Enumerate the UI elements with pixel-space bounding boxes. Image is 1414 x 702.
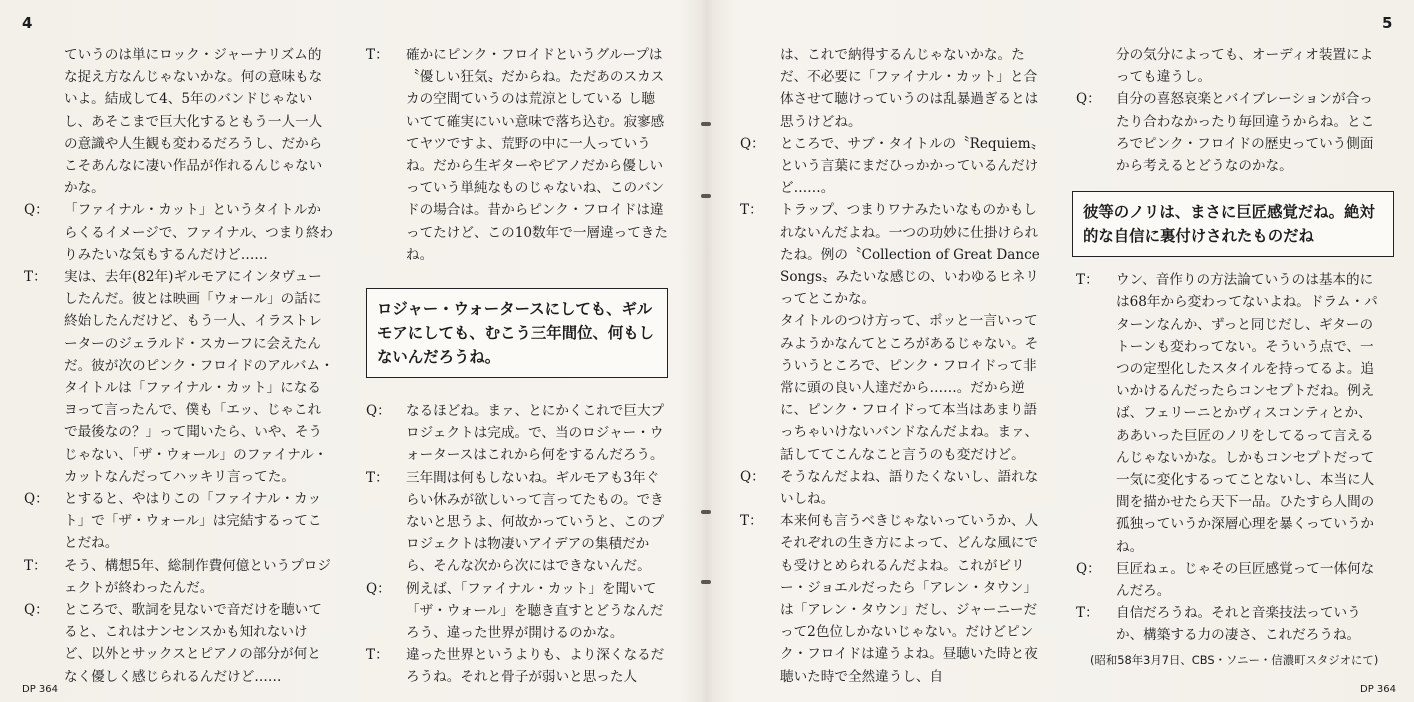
- dialogue-text: 例えば、「ファイナル・カット」を聞いて「ザ・ウォール」を聴き直すとどうなんだろう、違った世界が開けるのかな。: [406, 580, 664, 642]
- pull-quote-2: 彼等のノリは、まさに巨匠感覚だね。絶対的な自信に裏付けされたものだね: [1072, 191, 1394, 257]
- dialogue-paragraph: [366, 467, 668, 578]
- binding-hole: [701, 580, 711, 584]
- dialogue-text: トラップ、つまりワナみたいなものかもしれないんだよね。一つの功妙に仕掛けられたね。例の〝Collection of Great Dance Songs〟みたいな感じの、いわゆるヒネリってとこかな。: [780, 202, 1040, 308]
- dialogue-text: そうなんだよね、語りたくないし、語れないしね。: [780, 468, 1039, 508]
- dialogue-paragraph: [24, 488, 334, 555]
- catalog-code-left: DP 364: [22, 684, 58, 695]
- dialogue-text: は、これで納得するんじゃないかな。ただ、不必要に「ファイナル・カット」と合体させて聴けっていうのは乱暴過ぎるとは思うけどね。: [780, 47, 1039, 130]
- column-4-bottom: [1076, 269, 1382, 646]
- dialogue-paragraph: [1076, 88, 1382, 177]
- dialogue-text: 自分の喜怒哀楽とバイブレーションが合ったり合わなかったり毎回違うからね。ところでピンク・フロイドの歴史っていう側面から考えるとどうなのかな。: [1116, 91, 1375, 175]
- speaker-label: T：: [740, 513, 763, 530]
- dialogue-paragraph: [740, 133, 1046, 200]
- column-2: [366, 44, 668, 689]
- interview-credit: (昭和58年3月7日、CBS・ソニー・信濃町スタジオにて): [1090, 653, 1379, 667]
- speaker-label: T：: [366, 647, 389, 664]
- binding-hole: [701, 510, 711, 514]
- speaker-label: Q：: [24, 202, 49, 219]
- dialogue-paragraph: [24, 555, 334, 599]
- speaker-label: T：: [1076, 605, 1099, 622]
- column-2-bottom: [366, 400, 668, 689]
- dialogue-paragraph: [740, 199, 1046, 310]
- dialogue-text: とすると、やはりこの「ファイナル・カット」で「ザ・ウォール」は完結するってことだね。: [64, 491, 322, 552]
- dialogue-paragraph: [24, 599, 334, 688]
- speaker-label: Q：: [740, 468, 765, 485]
- binding-hole: [701, 194, 711, 198]
- dialogue-text: ところで、サブ・タイトルの〝Requiem〟という言葉にまだひっかかっているんだけど……。: [780, 135, 1045, 197]
- column-4: [1076, 44, 1382, 647]
- dialogue-text: 「ファイナル・カット」というタイトルからくるイメージで、ファイナル、つまり終わりみたいな気もするんだけど……: [64, 202, 334, 263]
- dialogue-paragraph: [24, 44, 334, 199]
- dialogue-text: 実は、去年(82年)ギルモアにインタヴューしたんだ。彼とは映画「ウォール」の話に終始したんだけど、もう一人、イラストレーターのジェラルド・スカーフに会えたんだ。彼が次のピンク・フロイドのアルバム・タイトルは「ファイナル・カット」になるヨって言ったんで、僕も「エッ、じゃこれで最後なの？」って聞いたら、いや、そうじゃない、「ザ・ウォール」のファイナル・カットなんだってハッキリ言ってた。: [64, 269, 334, 485]
- speaker-label: T：: [740, 202, 763, 219]
- dialogue-paragraph: [366, 644, 668, 688]
- dialogue-paragraph: [366, 578, 668, 645]
- speaker-label: T：: [366, 469, 389, 486]
- speaker-label: Q：: [1076, 91, 1101, 108]
- speaker-label: Q：: [24, 491, 49, 508]
- dialogue-paragraph: [1076, 602, 1382, 646]
- speaker-label: Q：: [1076, 560, 1101, 577]
- speaker-label: T：: [24, 557, 47, 574]
- dialogue-paragraph: [740, 44, 1046, 133]
- dialogue-paragraph: [740, 466, 1046, 510]
- dialogue-text: 本来何も言うべきじゃないっていうか、人それぞれの生き方によって、どんな風にでも受けとめられるんだよね。これがビリー・ジョエルだったら「アレン・タウン」は「アレン・タウン」だし、ジャーニーだって2色位しかないじゃない。だけどピンク・フロイドは違うよね。昼聴いた時と夜聴いた時で全然違うし、自: [780, 513, 1039, 685]
- dialogue-paragraph: [1076, 269, 1382, 558]
- page-number-left: 4: [22, 14, 33, 32]
- dialogue-text: 自信だろうね。それと音楽技法っていうか、構築する力の凄さ、これだろうね。: [1116, 605, 1361, 644]
- dialogue-text: タイトルのつけ方って、ポッと一言いってみようかなんてところがあるじゃない。そういうところで、ピンク・フロイドって非常に頭の良い人達だから……。だから逆に、ピンク・フロイドって本当はあまり語っちゃいけないバンドなんだよね。まァ、話しててこんなこと言うのも変だけど。: [780, 313, 1039, 463]
- dialogue-paragraph: [366, 400, 668, 467]
- binding-hole: [701, 122, 711, 126]
- dialogue-text: 三年間は何もしないね。ギルモアも3年ぐらい休みが欲しいって言ってたもの。できないと思うよ、何故かっていうと、このプロジェクトは物凄いアイデアの集積だから、そんな次から次にはできないんだ。: [406, 469, 665, 575]
- pull-quote-1: ロジャー・ウォータースにしても、ギルモアにしても、むこう三年間位、何もしないんだろうね。: [366, 288, 668, 378]
- catalog-code-right: DP 364: [1360, 684, 1396, 695]
- speaker-label: Q：: [740, 135, 765, 152]
- speaker-label: T：: [1076, 272, 1099, 289]
- dialogue-text: 巨匠ねェ。じゃその巨匠感覚って一体何なんだろ。: [1116, 560, 1375, 600]
- speaker-label: T：: [366, 47, 389, 63]
- column-1: [24, 44, 334, 688]
- dialogue-paragraph: [1076, 558, 1382, 602]
- speaker-label: T：: [24, 269, 47, 286]
- dialogue-paragraph: [24, 199, 334, 266]
- dialogue-text: 確かにピンク・フロイドというグループは〝優しい狂気〟だからね。ただあのスカスカの空間ていうのは荒涼としている し聴いてて確実にいい意味で落ち込む。寂寥感てヤツですよ、荒野の中に一人っていうね。だから生ギターやピアノだから優しいっていう単純なものじゃないね、このバンドの場合は。昔からピンク・フロイドは違ってたけど、この10数年で一層違ってきたね。: [406, 47, 668, 263]
- column-2-top: [366, 44, 668, 266]
- column-4-top: [1076, 44, 1382, 177]
- speaker-label: Q：: [24, 602, 49, 619]
- column-3: [740, 44, 1046, 688]
- dialogue-paragraph: [740, 510, 1046, 688]
- speaker-label: Q：: [366, 403, 391, 420]
- dialogue-paragraph: [366, 44, 668, 266]
- dialogue-paragraph: [1076, 44, 1382, 88]
- page-number-right: 5: [1382, 14, 1393, 32]
- dialogue-text: 分の気分によっても、オーディオ装置によっても違うし。: [1116, 47, 1374, 86]
- dialogue-text: 違った世界というよりも、より深くなるだろうね。それと骨子が弱いと思った人: [406, 647, 665, 686]
- dialogue-text: ところで、歌詞を見ないで音だけを聴いてると、これはナンセンスかも知れないけど、以外とサックスとピアノの部分が何となく優しく感じられるんだけど……: [64, 602, 322, 685]
- dialogue-text: そう、構想5年、総制作費何億というプロジェクトが終わったんだ。: [64, 557, 331, 596]
- dialogue-text: ウン、音作りの方法論ていうのは基本的には68年から変わってないよね。ドラム・パターンなんか、ずっと同じだし、ギターのトーンも変わってない。そういう点で、一つの定型化したスタイルを持ってるよ。追いかけるんだったらコンセプトだね。例えば、フェリーニとかヴィスコンティとか、ああいった巨匠のノリをしてるって言えるんじゃないかな。しかもコンセプトだって一気に変化するってことないし、本当に人間を描かせたら天下一品。ひたすら人間の孤独っていうか深層心理を暴くっていうかね。: [1116, 272, 1378, 555]
- dialogue-text: なるほどね。まァ、とにかくこれで巨大プロジェクトは完成。で、当のロジャー・ウォータースはこれから何をするんだろう。: [406, 403, 665, 464]
- dialogue-paragraph: [24, 266, 334, 488]
- dialogue-paragraph: [740, 310, 1046, 465]
- speaker-label: Q：: [366, 580, 391, 597]
- dialogue-text: ていうのは単にロック・ジャーナリズム的な捉え方なんじゃないかな。何の意味もないよ。結成して4、5年のバンドじゃないし、あそこまで巨大化するともう一人一人の意識や人生観も変わるだろうし、だからこそあんなに凄い作品が作れるんじゃないかな。: [64, 47, 323, 197]
